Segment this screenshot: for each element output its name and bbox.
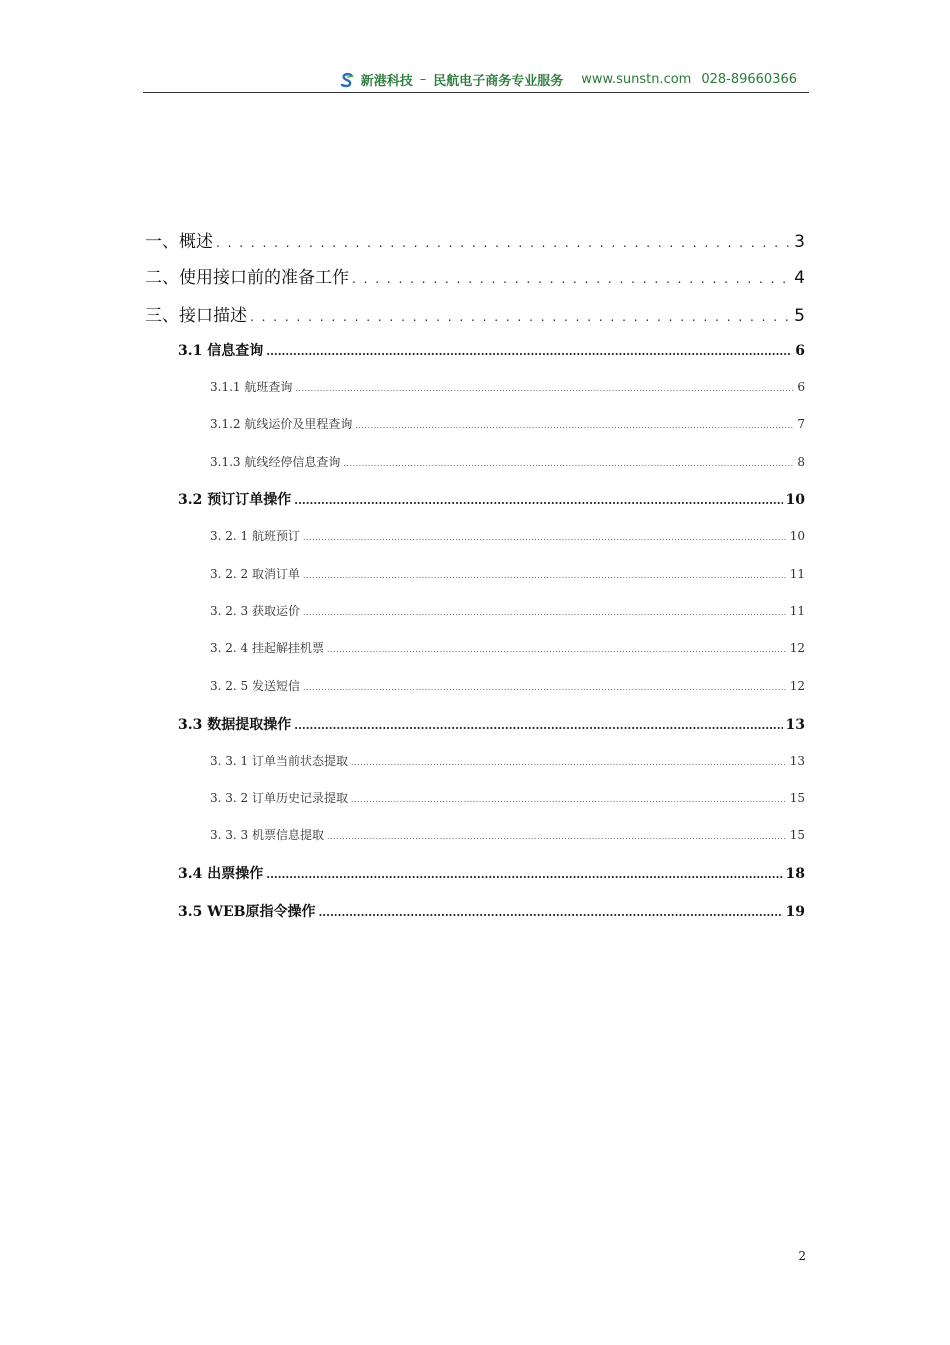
toc-label: 3.4 出票操作 — [178, 866, 264, 882]
toc-entry-interface-description[interactable] — [145, 301, 805, 326]
toc-page: 12 — [789, 641, 805, 655]
toc-page: 10 — [789, 529, 805, 543]
toc-entry-3-3[interactable] — [178, 714, 805, 734]
toc-entry-3-5[interactable] — [178, 901, 805, 921]
toc-label: 3.1.3 航线经停信息查询 — [210, 455, 341, 469]
toc-entry-3-3-1[interactable] — [210, 752, 805, 769]
toc-page: 18 — [785, 866, 805, 882]
toc-page: 3 — [794, 232, 805, 252]
toc-page: 8 — [797, 455, 805, 469]
toc-entry-3-3-3[interactable] — [210, 826, 805, 843]
toc-page: 10 — [785, 492, 805, 508]
toc-label: 3.1 信息查询 — [178, 343, 264, 359]
dot-leader — [216, 236, 791, 250]
toc-entry-3-2-1[interactable] — [210, 527, 805, 544]
toc-page: 12 — [789, 679, 805, 693]
toc-entry-preparation[interactable] — [145, 263, 805, 288]
dot-leader — [318, 906, 782, 919]
page-number: 2 — [798, 1249, 806, 1263]
toc-entry-3-2-5[interactable] — [210, 677, 805, 694]
toc-label: 三、接口描述 — [145, 306, 247, 326]
toc-page: 13 — [785, 717, 805, 733]
toc-page: 4 — [794, 268, 805, 288]
tagline: 民航电子商务专业服务 — [433, 74, 564, 89]
toc-entry-overview[interactable] — [145, 227, 805, 252]
toc-label: 3. 3. 1 订单当前状态提取 — [210, 754, 348, 768]
toc-page: 6 — [795, 343, 805, 359]
toc-page: 7 — [797, 417, 805, 431]
toc-page: 15 — [789, 828, 805, 842]
toc-label: 3. 2. 5 发送短信 — [210, 679, 300, 693]
toc-entry-3-1-2[interactable] — [210, 415, 805, 432]
toc-label: 二、使用接口前的准备工作 — [145, 268, 349, 288]
toc-page: 11 — [789, 567, 805, 581]
toc-page: 11 — [789, 604, 805, 618]
toc-entry-3-4[interactable] — [178, 863, 805, 883]
toc-label: 3. 3. 3 机票信息提取 — [210, 828, 324, 842]
toc-entry-3-1-3[interactable] — [210, 453, 805, 470]
dot-leader — [303, 571, 787, 580]
toc-label: 3. 2. 2 取消订单 — [210, 567, 300, 581]
dot-leader — [343, 459, 794, 468]
toc-page: 5 — [794, 306, 805, 326]
dot-leader — [294, 719, 782, 732]
toc-entry-3-1-1[interactable] — [210, 378, 805, 395]
page-header — [143, 66, 809, 93]
dot-leader — [250, 310, 791, 324]
dot-leader — [303, 608, 787, 617]
toc-entry-3-2-2[interactable] — [210, 565, 805, 582]
dot-leader — [352, 272, 791, 286]
toc-entry-3-2[interactable] — [178, 489, 805, 509]
toc-label: 3.1.2 航线运价及里程查询 — [210, 417, 353, 431]
phone-number: 028-89660366 — [701, 72, 797, 87]
toc-label: 3.1.1 航班查询 — [210, 380, 293, 394]
toc-label: 3.5 WEB原指令操作 — [178, 904, 316, 920]
toc-label: 一、概述 — [145, 232, 213, 252]
toc-label: 3. 3. 2 订单历史记录提取 — [210, 791, 348, 805]
s-logo-icon — [339, 72, 355, 88]
toc-label: 3. 2. 4 挂起解挂机票 — [210, 641, 324, 655]
toc-page: 13 — [789, 754, 805, 768]
header-separator: – — [419, 72, 427, 87]
dot-leader — [303, 533, 787, 542]
dot-leader — [355, 421, 794, 430]
dot-leader — [266, 868, 782, 881]
toc-page: 19 — [785, 904, 805, 920]
dot-leader — [294, 494, 782, 507]
dot-leader — [351, 795, 787, 804]
dot-leader — [327, 645, 787, 654]
website-link[interactable]: www.sunstn.com — [581, 72, 692, 87]
toc-entry-3-3-2[interactable] — [210, 789, 805, 806]
dot-leader — [295, 384, 794, 393]
toc-entry-3-2-4[interactable] — [210, 639, 805, 656]
toc-page: 15 — [789, 791, 805, 805]
toc-page: 6 — [797, 380, 805, 394]
toc-entry-3-2-3[interactable] — [210, 602, 805, 619]
toc-label: 3.3 数据提取操作 — [178, 717, 292, 733]
dot-leader — [327, 832, 787, 841]
header-content — [339, 70, 797, 89]
toc-entry-3-1[interactable] — [178, 340, 805, 360]
toc-label: 3. 2. 3 获取运价 — [210, 604, 300, 618]
dot-leader — [266, 345, 792, 358]
toc-label: 3. 2. 1 航班预订 — [210, 529, 300, 543]
dot-leader — [351, 758, 787, 767]
brand-name: 新港科技 — [360, 74, 413, 89]
toc-label: 3.2 预订订单操作 — [178, 492, 292, 508]
dot-leader — [303, 683, 787, 692]
